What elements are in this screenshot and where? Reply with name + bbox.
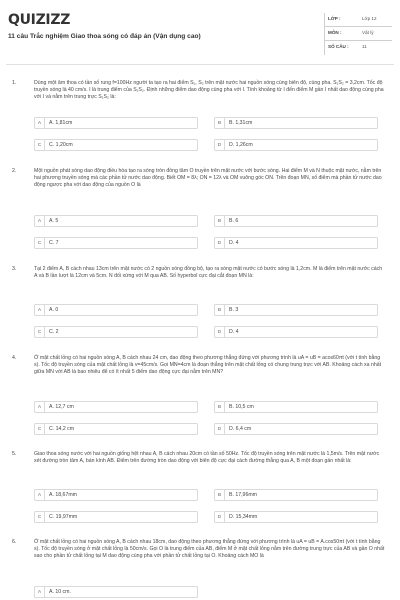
option-letter: B [215,216,225,227]
option-text: A. 1,81cm [49,120,73,126]
question-number: 2. [12,168,17,174]
option-c[interactable] [34,423,198,435]
option-text: B. 17,96mm [229,492,257,498]
option-d[interactable] [214,423,378,435]
option-c[interactable] [34,139,198,151]
header-divider [6,64,394,65]
option-c[interactable] [34,511,198,523]
option-letter: A [35,216,45,227]
option-a[interactable] [34,117,198,129]
option-letter: C [35,512,45,523]
option-text: A. 18,67mm [49,492,77,498]
option-text: A. 5 [49,218,59,224]
option-text: D. 6,4 cm [229,426,252,432]
option-text: C. 1,20cm [49,142,73,148]
document-title: 11 câu Trắc nghiệm Giao thoa sóng có đáp án (Vận dụng cao) [8,33,201,40]
option-letter: A [35,118,45,129]
option-letter: C [35,140,45,151]
option-text: B. 1,31cm [229,120,253,126]
question-text: Ở mặt chất lỏng có hai nguồn sóng A, B cách nhau 24 cm, dao động theo phương thẳng đứng với phương trình là uA = uB = acos60πt (với t tính bằng s). Tốc độ truyền sóng của mặt chất lỏng là v=45cm/s. Gọi MN=4cm là đoạn thẳng trên mặt chất lỏng có chung trung trực với AB. Khoảng cách xa nhất giữa MN với AB là bao nhiêu để có ít nhất 5 điểm dao động cực đại nằm trên MN? [34,355,382,376]
meta-label: SỐ CÂU : [328,44,349,49]
option-d[interactable] [214,326,378,338]
option-letter: B [215,490,225,501]
option-c[interactable] [34,237,198,249]
question-number: 3. [12,266,17,272]
meta-label: LỚP : [328,16,341,21]
option-b[interactable] [214,215,378,227]
option-b[interactable] [214,117,378,129]
option-d[interactable] [214,139,378,151]
option-letter: B [215,305,225,316]
page-header [0,0,400,62]
option-d[interactable] [214,511,378,523]
option-letter: D [215,327,225,338]
option-text: B. 3 [229,307,239,313]
meta-value: Vật lý [362,30,374,35]
option-letter: D [215,238,225,249]
quizizz-logo: QUIZIZZ [8,12,71,28]
option-a[interactable] [34,215,198,227]
option-text: B. 6 [229,218,239,224]
option-letter: C [35,327,45,338]
meta-label: MÔN : [328,30,342,35]
question-number: 5. [12,451,17,457]
option-letter: D [215,424,225,435]
option-d[interactable] [214,237,378,249]
option-b[interactable] [214,304,378,316]
option-letter: C [35,424,45,435]
option-letter: A [35,490,45,501]
option-text: C. 19,97mm [49,514,78,520]
option-letter: A [35,305,45,316]
option-a[interactable] [34,586,198,598]
option-letter: A [35,587,45,598]
question-number: 6. [12,539,17,545]
option-text: C. 14,2 cm [49,426,75,432]
option-letter: D [215,140,225,151]
option-letter: C [35,238,45,249]
option-text: D. 4 [229,329,239,335]
question-number: 1. [12,80,17,86]
option-b[interactable] [214,401,378,413]
option-text: D. 15,34mm [229,514,258,520]
option-letter: D [215,512,225,523]
option-text: D. 1,26cm [229,142,253,148]
option-a[interactable] [34,489,198,501]
option-text: C. 2 [49,329,59,335]
meta-value: Lớp 12 [362,16,377,21]
option-text: C. 7 [49,240,59,246]
option-letter: B [215,118,225,129]
option-a[interactable] [34,304,198,316]
question-text: Dùng một âm thoa có tần số rung f=100Hz người ta tạo ra hai điểm S₁, S₂ trên mặt nước hai nguồn sóng cùng biên độ, cùng pha. S₁S₂ = 3,2cm. Tốc độ truyền sóng là 40 cm/s. I là trung điểm của S₁S₂. Định những điểm dao động cùng pha với I. Tính khoảng từ I đến điểm M gần I nhất dao động cùng pha với I và nằm trên trung trực S₁S₂ là: [34,80,384,101]
option-letter: A [35,402,45,413]
meta-divider [324,13,392,55]
option-text: A. 0 [49,307,59,313]
option-b[interactable] [214,489,378,501]
option-text: D. 4 [229,240,239,246]
option-letter: B [215,402,225,413]
question-number: 4. [12,355,17,361]
option-text: A. 12,7 cm [49,404,74,410]
question-text: Một nguồn phát sóng dao động điều hòa tạo ra sóng tròn đồng tâm O truyền trên mặt nước với bước sóng. Hai điểm M và N thuộc mặt nước, nằm trên hai phương truyền sóng mà các phần tử nước dao động. Biết OM = 8λ; ON = 12λ và OM vuông góc ON. Trên đoạn MN, số điểm mà phần tử nước dao động ngược pha với dao động của nguồn O là [34,168,382,189]
question-text: Giao thoa sóng nước với hai nguồn giống hệt nhau A, B cách nhau 20cm có tần số 50Hz. Tốc độ truyền sóng trên mặt nước là 1,5m/s. Trên mặt nước xét đường tròn tâm A, bán kính AB. Điểm trên đường tròn dao động với biên độ cực đại cách đường thẳng qua A, B một đoạn gần nhất là: [34,451,380,465]
option-text: A. 10 cm. [49,589,71,595]
meta-value: 11 [362,44,367,49]
option-c[interactable] [34,326,198,338]
option-text: B. 10,5 cm [229,404,254,410]
question-text: Tại 2 điểm A, B cách nhau 13cm trên mặt nước có 2 nguồn sóng đồng bộ, tạo ra sóng mặt nước có bước sóng là 1,2cm. M là điểm trên mặt nước cách A và B lần lượt là 12cm và 5cm. N đối xứng với M qua AB. Số hyperbol cực đại cắt đoạn MN là: [34,266,383,280]
option-a[interactable] [34,401,198,413]
question-text: Ở mặt chất lỏng có hai nguồn sóng A, B cách nhau 18cm, dao động theo phương thẳng đứng với phương trình là uA = uB = A.cos50πt (với t tính bằng s). Tốc độ truyền sóng ở mặt chất lỏng là 50cm/s. Gọi O là trung điểm của AB, điểm M ở mặt chất lỏng nằm trên đường trung trực của AB và gần O nhất sao cho phần tử chất lỏng tại M dao động cùng pha với phần tử chất lỏng tại O. Khoảng cách MO là [34,539,385,560]
